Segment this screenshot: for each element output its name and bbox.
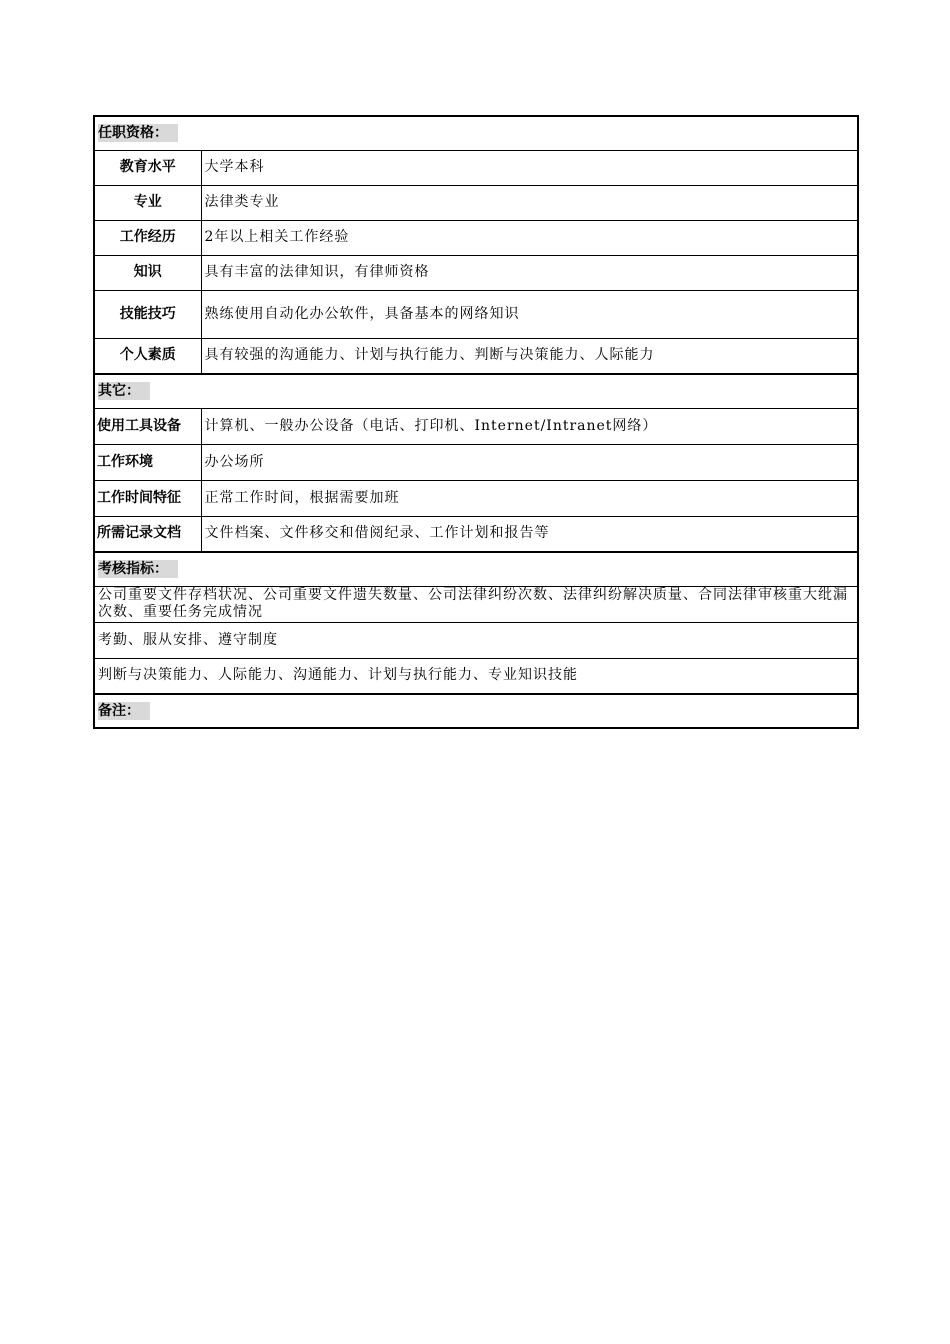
table-row (94, 150, 858, 185)
assessment-header: 考核指标： (94, 552, 858, 586)
tools-value: 计算机、一般办公设备（电话、打印机、Internet/Intranet网络） (201, 408, 858, 444)
assessment-item-3: 判断与决策能力、人际能力、沟通能力、计划与执行能力、专业知识技能 (94, 658, 858, 694)
remarks-header: 备注： (94, 694, 858, 728)
major-value: 法律类专业 (201, 185, 858, 220)
environment-label: 工作环境 (94, 444, 201, 480)
work-time-label: 工作时间特征 (94, 480, 201, 516)
knowledge-label: 知识 (94, 255, 201, 290)
assessment-item-1: 公司重要文件存档状况、公司重要文件遗失数量、公司法律纠纷次数、法律纠纷解决质量、合同法律审核重大纰漏次数、重要任务完成情况 (94, 586, 858, 622)
personal-quality-value: 具有较强的沟通能力、计划与执行能力、判断与决策能力、人际能力 (201, 338, 858, 374)
assessment-item-2: 考勤、服从安排、遵守制度 (94, 622, 858, 658)
other-header: 其它： (94, 374, 858, 408)
other-section-row (94, 374, 858, 408)
table-row (94, 586, 858, 622)
work-time-value: 正常工作时间，根据需要加班 (201, 480, 858, 516)
qualifications-header: 任职资格： (94, 116, 858, 150)
experience-label: 工作经历 (94, 220, 201, 255)
experience-value: 2年以上相关工作经验 (201, 220, 858, 255)
table-row (94, 338, 858, 374)
table-row (94, 408, 858, 444)
table-row (94, 220, 858, 255)
table-row (94, 622, 858, 658)
table-row (94, 658, 858, 694)
education-label: 教育水平 (94, 150, 201, 185)
skills-value: 熟练使用自动化办公软件，具备基本的网络知识 (201, 290, 858, 338)
qualifications-section-row (94, 116, 858, 150)
knowledge-value: 具有丰富的法律知识，有律师资格 (201, 255, 858, 290)
major-label: 专业 (94, 185, 201, 220)
table-row (94, 185, 858, 220)
table-row (94, 480, 858, 516)
personal-quality-label: 个人素质 (94, 338, 201, 374)
documents-value: 文件档案、文件移交和借阅纪录、工作计划和报告等 (201, 516, 858, 552)
documents-label: 所需记录文档 (94, 516, 201, 552)
table-row (94, 255, 858, 290)
skills-label: 技能技巧 (94, 290, 201, 338)
assessment-section-row (94, 552, 858, 586)
environment-value: 办公场所 (201, 444, 858, 480)
job-description-table (93, 115, 859, 729)
remarks-section-row (94, 694, 858, 728)
table-row (94, 516, 858, 552)
education-value: 大学本科 (201, 150, 858, 185)
table-row (94, 290, 858, 338)
tools-label: 使用工具设备 (94, 408, 201, 444)
table-row (94, 444, 858, 480)
